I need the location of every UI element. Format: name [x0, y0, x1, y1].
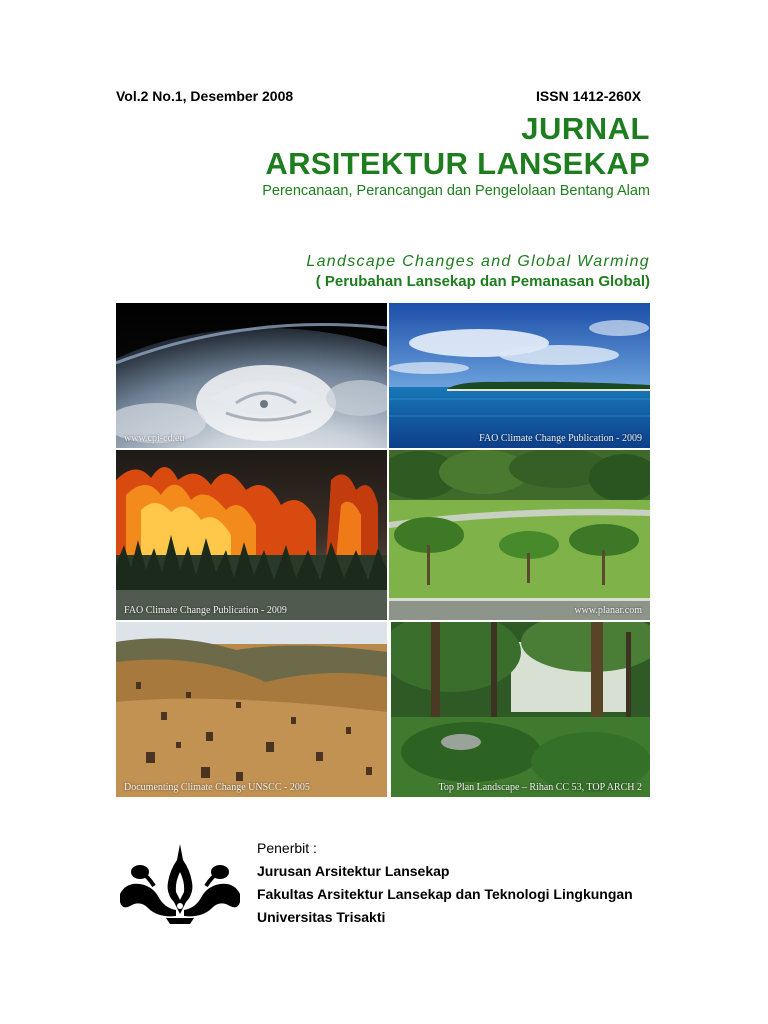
island-ocean-photo	[389, 303, 650, 448]
publisher-university: Universitas Trisakti	[257, 909, 386, 925]
woodland-garden-photo	[391, 622, 650, 797]
deforestation-photo	[116, 622, 387, 797]
publisher-label: Penerbit :	[257, 840, 317, 856]
photo-credit: Documenting Climate Change UNSCC - 2005	[124, 782, 310, 793]
hurricane-photo	[116, 303, 387, 448]
photo-collage	[116, 303, 650, 797]
photo-credit: FAO Climate Change Publication - 2009	[124, 605, 287, 616]
issn-number: ISSN 1412-260X	[536, 88, 642, 104]
publisher-faculty: Fakultas Arsitektur Lansekap dan Teknologi Lingkungan	[257, 886, 633, 902]
journal-subtitle: Perencanaan, Perancangan dan Pengelolaan Bentang Alam	[262, 183, 650, 199]
publisher-department: Jurusan Arsitektur Lansekap	[257, 863, 450, 879]
theme-title-english: Landscape Changes and Global Warming	[306, 253, 650, 270]
green-park-photo	[389, 450, 650, 620]
volume-info: Vol.2 No.1, Desember 2008	[116, 88, 294, 104]
photo-credit: www.cpi-cd.eu	[124, 433, 185, 444]
photo-credit: FAO Climate Change Publication - 2009	[479, 433, 642, 444]
photo-credit: www.planar.com	[574, 605, 642, 616]
university-logo	[118, 842, 242, 926]
theme-title-indonesian: ( Perubahan Lansekap dan Pemanasan Global)	[315, 273, 650, 290]
photo-credit: Top Plan Landscape – Rihan CC 53, TOP ARCH 2	[438, 782, 642, 793]
journal-title-line2: ARSITEKTUR LANSEKAP	[265, 146, 650, 181]
forest-fire-photo	[116, 450, 387, 620]
journal-title-line1: JURNAL	[521, 111, 650, 146]
